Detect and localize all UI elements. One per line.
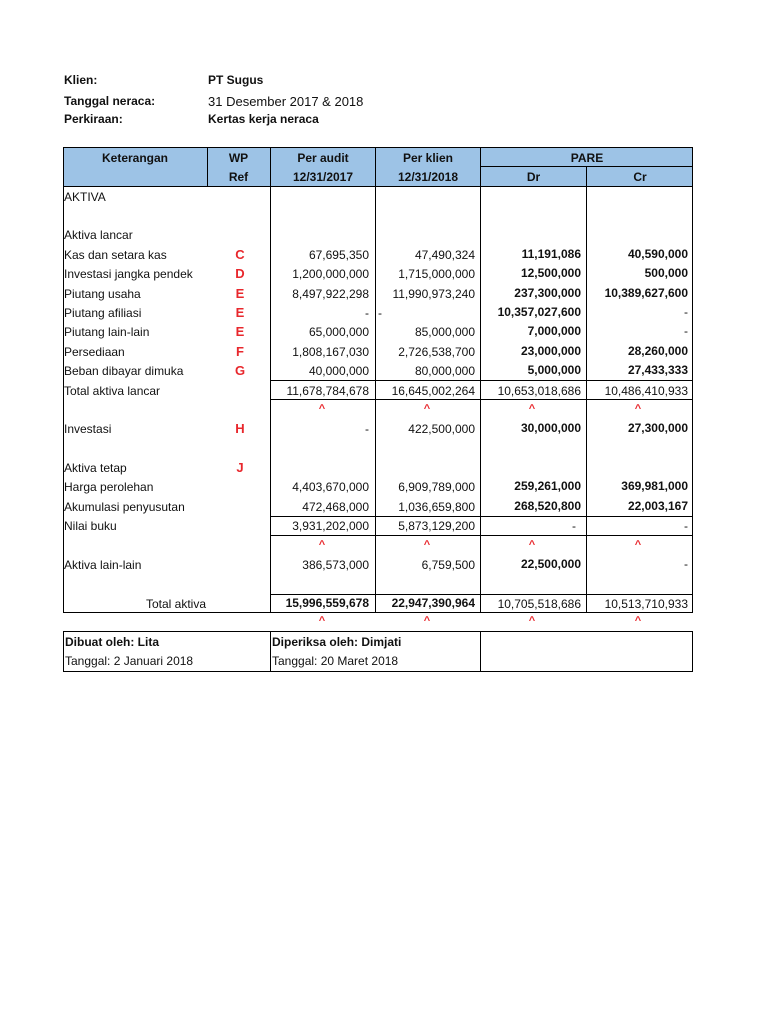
cell-dr-total-lancar: 10,653,018,686	[497, 384, 581, 398]
caret-mark: ^	[528, 615, 536, 627]
col-pare: PARE	[570, 151, 604, 165]
cell-cr-investasi: 27,300,000	[627, 421, 688, 435]
caret-mark: ^	[423, 539, 431, 551]
col-ref: Ref	[228, 170, 249, 184]
subtotal-line	[270, 380, 692, 381]
wp-ref-piutang-usaha: E	[235, 286, 245, 301]
row-label-kas: Kas dan setara kas	[64, 248, 167, 262]
cell-dr-piutang-afiliasi: 10,357,027,600	[497, 305, 581, 319]
cell-cr-akumulasi: 22,003,167	[627, 499, 688, 513]
row-label-total-aktiva: Total aktiva	[145, 597, 206, 611]
cell-audit-total-aktiva: 15,996,559,678	[285, 596, 369, 610]
cell-audit-piutang-afiliasi: -	[365, 306, 369, 320]
col-dr: Dr	[526, 170, 541, 184]
cell-klien-piutang-usaha: 11,990,973,240	[392, 287, 475, 301]
cell-dr-investasi-jp: 12,500,000	[520, 266, 581, 280]
cell-dr-total-aktiva: 10,705,518,686	[497, 597, 581, 611]
footer-border	[63, 631, 693, 632]
row-label-beban: Beban dibayar dimuka	[64, 364, 184, 378]
cell-klien-kas: 47,490,324	[414, 248, 475, 262]
account-label: Perkiraan:	[64, 112, 123, 126]
caret-mark: ^	[634, 539, 642, 551]
subtotal-line	[270, 399, 692, 400]
wp-ref-kas: C	[235, 247, 245, 262]
row-label-piutang-usaha: Piutang usaha	[64, 287, 141, 301]
footer-border	[270, 631, 271, 672]
subtotal-line	[270, 535, 692, 536]
cell-audit-persediaan: 1,808,167,030	[292, 345, 369, 359]
made-date: Tanggal: 2 Januari 2018	[65, 654, 194, 668]
cell-cr-total-aktiva: 10,513,710,933	[604, 597, 688, 611]
cell-klien-nilai-buku: 5,873,129,200	[398, 519, 475, 533]
cell-cr-harga: 369,981,000	[621, 479, 688, 493]
cell-dr-piutang-lain: 7,000,000	[527, 324, 581, 338]
section-aktiva-tetap: Aktiva tetap	[64, 461, 127, 475]
cell-audit-total-lancar: 11,678,784,678	[286, 384, 369, 398]
date-label: Tanggal neraca:	[64, 94, 156, 108]
account-value: Kertas kerja neraca	[208, 112, 319, 126]
grid-line	[586, 166, 587, 613]
cell-audit-kas: 67,695,350	[308, 248, 369, 262]
cell-klien-aktiva-lain: 6,759,500	[421, 558, 475, 572]
cell-dr-nilai-buku: -	[572, 519, 576, 533]
cell-dr-beban: 5,000,000	[527, 363, 581, 377]
caret-mark: ^	[528, 539, 536, 551]
wp-ref-piutang-lain: E	[235, 324, 245, 339]
col-cr: Cr	[633, 170, 647, 184]
footer-border	[63, 671, 693, 672]
made-by: Dibuat oleh: Lita	[65, 635, 159, 649]
caret-mark: ^	[423, 403, 431, 415]
cell-audit-piutang-usaha: 8,497,922,298	[292, 287, 369, 301]
cell-klien-investasi: 422,500,000	[408, 422, 475, 436]
cell-audit-akumulasi: 472,468,000	[302, 500, 369, 514]
cell-cr-piutang-afiliasi: -	[684, 305, 688, 319]
cell-dr-persediaan: 23,000,000	[520, 344, 581, 358]
cell-klien-persediaan: 2,726,538,700	[398, 345, 475, 359]
wp-ref-investasi: H	[235, 421, 245, 436]
cell-cr-piutang-lain: -	[684, 324, 688, 338]
cell-klien-total-lancar: 16,645,002,264	[391, 384, 475, 398]
cell-dr-kas: 11,191,086	[521, 247, 581, 261]
cell-klien-akumulasi: 1,036,659,800	[398, 500, 475, 514]
col-per-audit-date: 12/31/2017	[292, 170, 354, 184]
footer-border	[692, 631, 693, 672]
cell-klien-beban: 80,000,000	[414, 364, 475, 378]
wp-ref-beban: G	[234, 363, 246, 378]
row-label-investasi-jp: Investasi jangka pendek	[64, 267, 193, 281]
cell-cr-total-lancar: 10,486,410,933	[604, 384, 688, 398]
wp-ref-aktiva-tetap: J	[236, 460, 244, 475]
cell-audit-harga: 4,403,670,000	[292, 480, 369, 494]
grid-line	[481, 166, 693, 167]
grid-line	[207, 147, 208, 187]
cell-cr-beban: 27,433,333	[627, 363, 688, 377]
caret-mark: ^	[423, 615, 431, 627]
row-label-investasi: Investasi	[64, 422, 112, 436]
cell-klien-total-aktiva: 22,947,390,964	[391, 596, 475, 610]
cell-dr-investasi: 30,000,000	[520, 421, 581, 435]
row-label-piutang-afiliasi: Piutang afiliasi	[64, 306, 142, 320]
cell-dr-harga: 259,261,000	[514, 479, 581, 493]
cell-audit-investasi-jp: 1,200,000,000	[292, 267, 369, 281]
cell-audit-investasi: -	[365, 422, 369, 436]
subtotal-line	[270, 516, 692, 517]
cell-audit-nilai-buku: 3,931,202,000	[292, 519, 369, 533]
row-label-nilai-buku: Nilai buku	[64, 519, 117, 533]
wp-ref-piutang-afiliasi: E	[235, 305, 245, 320]
row-label-persediaan: Persediaan	[64, 345, 125, 359]
date-value: 31 Desember 2017 & 2018	[208, 94, 364, 109]
cell-cr-persediaan: 28,260,000	[627, 344, 688, 358]
row-label-total-lancar: Total aktiva lancar	[64, 384, 161, 398]
subtotal-line	[270, 594, 692, 595]
cell-audit-beban: 40,000,000	[308, 364, 369, 378]
caret-mark: ^	[634, 403, 642, 415]
cell-dr-aktiva-lain: 22,500,000	[520, 557, 581, 571]
grid-line	[63, 186, 693, 187]
caret-mark: ^	[318, 615, 326, 627]
cell-cr-investasi-jp: 500,000	[644, 266, 688, 280]
footer-border	[63, 631, 64, 672]
row-label-akumulasi: Akumulasi penyusutan	[64, 500, 185, 514]
cell-klien-harga: 6,909,789,000	[398, 480, 475, 494]
cell-cr-aktiva-lain: -	[684, 557, 688, 571]
wp-ref-investasi-jp: D	[235, 266, 245, 281]
col-per-audit: Per audit	[297, 151, 349, 165]
col-keterangan: Keterangan	[101, 151, 169, 165]
cell-klien-investasi-jp: 1,715,000,000	[398, 267, 475, 281]
cell-dr-akumulasi: 268,520,800	[514, 499, 581, 513]
cell-klien-piutang-lain: 85,000,000	[414, 325, 475, 339]
cell-cr-nilai-buku: -	[684, 519, 688, 533]
grid-line	[692, 147, 693, 613]
wp-ref-persediaan: F	[236, 344, 244, 359]
cell-audit-aktiva-lain: 386,573,000	[302, 558, 369, 572]
cell-klien-piutang-afiliasi: -	[378, 306, 382, 320]
col-per-klien-date: 12/31/2018	[397, 170, 459, 184]
footer-border	[480, 631, 481, 672]
caret-mark: ^	[318, 403, 326, 415]
row-label-aktiva-lain: Aktiva lain-lain	[64, 558, 142, 572]
row-label-harga: Harga perolehan	[64, 480, 154, 494]
row-label-piutang-lain: Piutang lain-lain	[64, 325, 150, 339]
caret-mark: ^	[528, 403, 536, 415]
cell-cr-piutang-usaha: 10,389,627,600	[604, 286, 688, 300]
checked-date: Tanggal: 20 Maret 2018	[272, 654, 399, 668]
grid-line	[63, 147, 693, 148]
client-value: PT Sugus	[208, 73, 264, 87]
cell-audit-piutang-lain: 65,000,000	[308, 325, 369, 339]
checked-by: Diperiksa oleh: Dimjati	[272, 635, 402, 649]
cell-cr-kas: 40,590,000	[627, 247, 688, 261]
grid-line	[63, 147, 64, 613]
grid-line	[63, 612, 693, 613]
section-aktiva-lancar: Aktiva lancar	[64, 228, 133, 242]
caret-mark: ^	[318, 539, 326, 551]
section-aktiva: AKTIVA	[64, 190, 106, 204]
col-per-klien: Per klien	[402, 151, 454, 165]
caret-mark: ^	[634, 615, 642, 627]
cell-dr-piutang-usaha: 237,300,000	[514, 286, 581, 300]
client-label: Klien:	[64, 73, 98, 87]
col-wp: WP	[228, 151, 249, 165]
